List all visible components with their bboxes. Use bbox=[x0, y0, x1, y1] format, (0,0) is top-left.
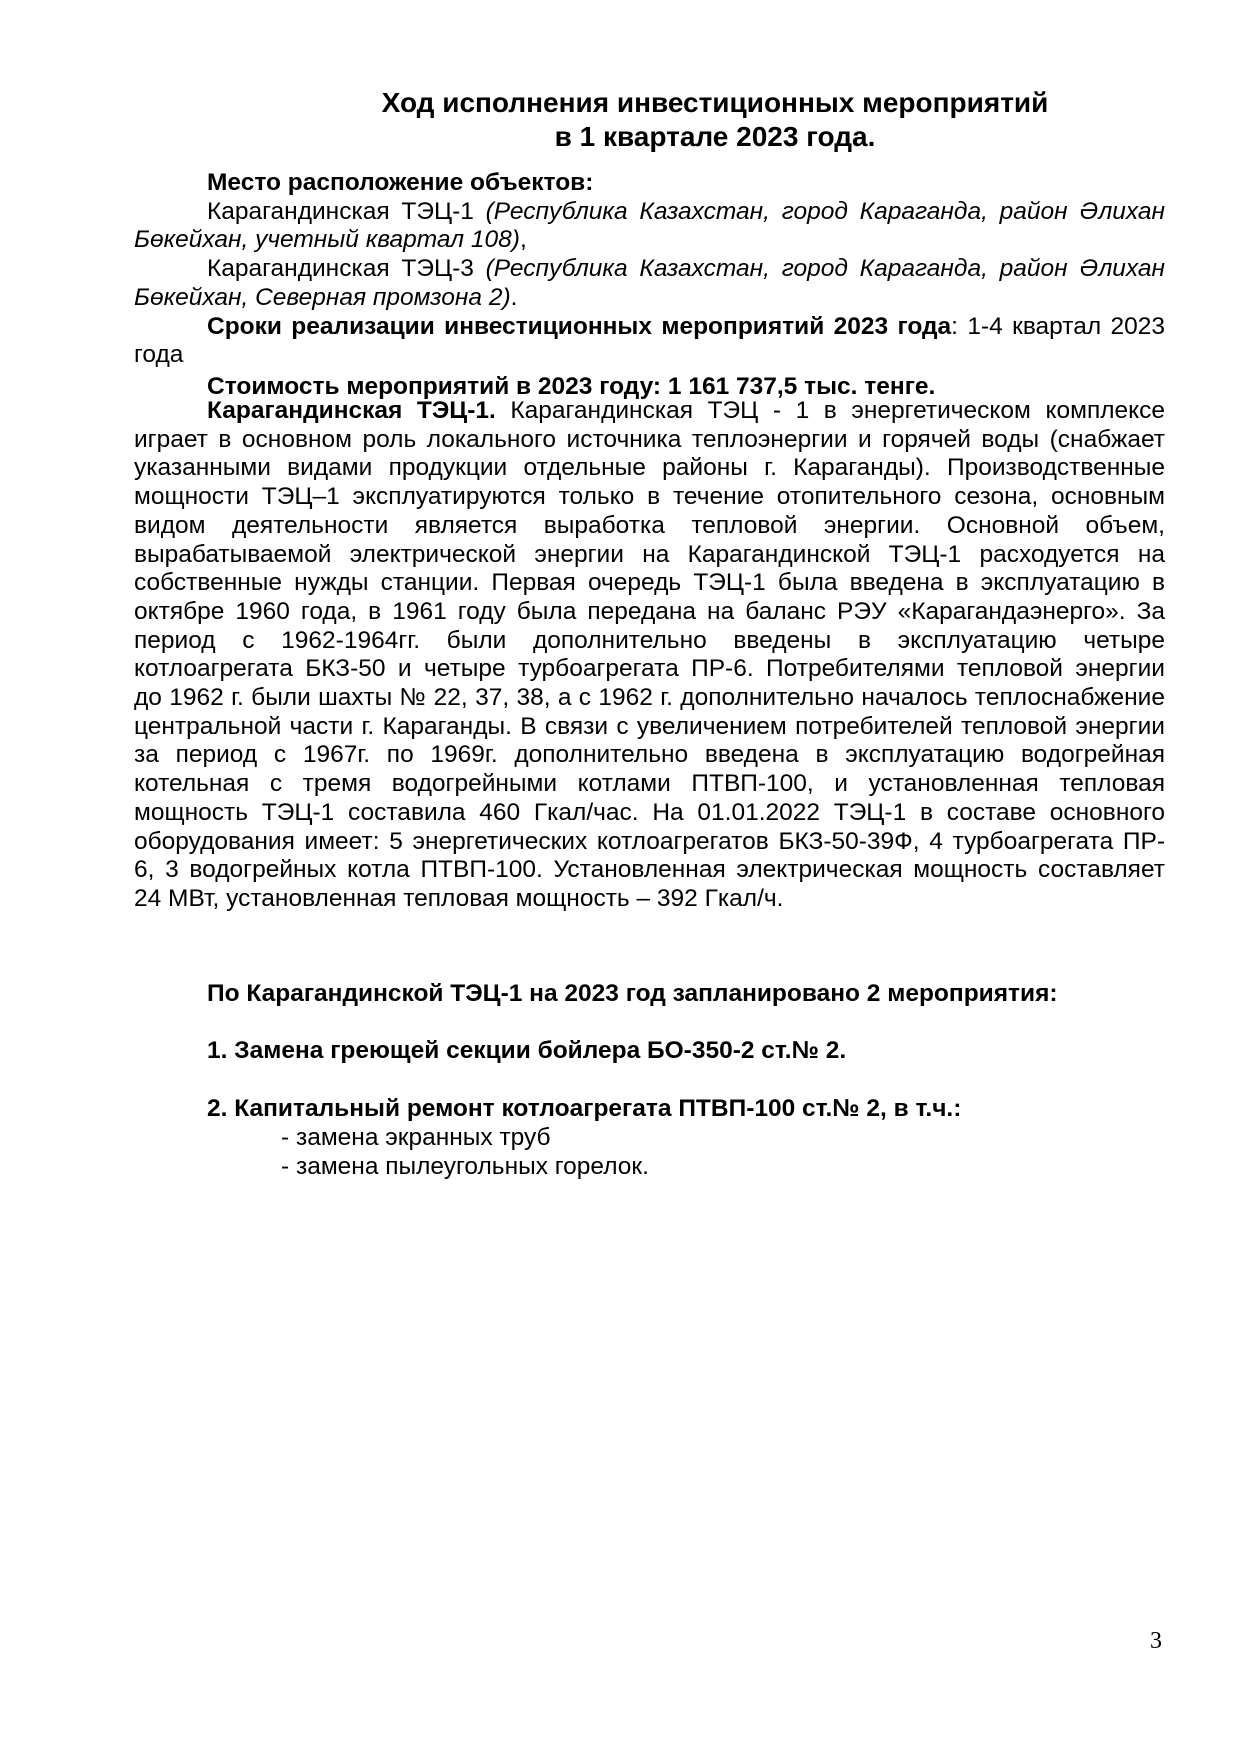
terms-value: : 1-4 квартал 2023 bbox=[951, 312, 1165, 340]
planned-item-2: 2. Капитальный ремонт котлоагрегата ПТВП-100 ст.№ 2, в т.ч.: bbox=[207, 1095, 962, 1122]
cost-line: Стоимость мероприятий в 2023 году: 1 161 737,5 тыс. тенге. bbox=[207, 372, 936, 400]
description-line: центральной части г. Караганды. В связи с увеличением потребителей тепловой энергии bbox=[134, 712, 1165, 740]
planned-heading-block bbox=[134, 980, 1165, 1009]
tec1-line-2 bbox=[134, 226, 1165, 255]
description-line: вырабатываемой электрической энергии на Карагандинской ТЭЦ-1 расходуется на bbox=[134, 540, 1165, 568]
terms-line-1 bbox=[134, 313, 1165, 342]
description-lead: Карагандинская ТЭЦ-1. bbox=[207, 397, 496, 424]
description-line: мощности ТЭЦ–1 эксплуатируются только в течение отопительного сезона, основным bbox=[134, 483, 1165, 511]
description-line: котельная с тремя водогрейными котлами ПТВП-100, и установленная тепловая bbox=[134, 770, 1165, 798]
tec3-line-1 bbox=[134, 255, 1165, 284]
location-section bbox=[134, 169, 1165, 402]
tec1-suffix: , bbox=[519, 226, 527, 254]
tec1-name: Карагандинская ТЭЦ-1 bbox=[207, 197, 486, 225]
tec3-address-line-2: Бөкейхан, Северная промзона 2) bbox=[134, 283, 511, 311]
description-line: играет в основном роль локального источника теплоэнергии и горячей воды (снабжает bbox=[134, 425, 1165, 453]
planned-heading: По Карагандинской ТЭЦ-1 на 2023 год запланировано 2 мероприятия: bbox=[207, 980, 1058, 1007]
title-line-1: Ход исполнения инвестиционных мероприятий bbox=[381, 87, 1049, 118]
terms-label: Сроки реализации инвестиционных мероприятий 2023 года bbox=[207, 312, 952, 340]
tec3-line-2 bbox=[134, 284, 1165, 313]
planned-item-1-block bbox=[134, 1037, 1165, 1066]
description-line: октябре 1960 года, в 1961 году была передана на баланс РЭУ «Карагандаэнерго». За bbox=[134, 597, 1165, 625]
terms-line-2: года bbox=[134, 341, 184, 369]
description-line: до 1962 г. были шахты № 22, 37, 38, а с 1962 г. дополнительно началось теплоснабжение bbox=[134, 684, 1165, 712]
description-line: период с 1962-1964гг. были дополнительно введены в эксплуатацию четыре bbox=[134, 626, 1165, 654]
location-heading: Место расположение объектов: bbox=[207, 169, 594, 196]
tec3-name: Карагандинская ТЭЦ-3 bbox=[207, 255, 486, 283]
tec1-address-line-2: Бөкейхан, учетный квартал 108) bbox=[134, 226, 520, 254]
description-paragraph bbox=[134, 397, 1165, 914]
document-title bbox=[300, 86, 1130, 154]
tec3-address-line-1: (Республика Казахстан, город Караганда, район Әлихан bbox=[485, 255, 1165, 283]
tec1-address-line-1: (Республика Казахстан, город Караганда, район Әлихан bbox=[485, 197, 1165, 225]
description-line: собственные нужды станции. Первая очередь ТЭЦ-1 была введена в эксплуатацию в bbox=[134, 569, 1165, 597]
description-line: котлоагрегата БКЗ-50 и четыре турбоагрегата ПР-6. Потребителями тепловой энергии bbox=[134, 655, 1165, 683]
description-line: 24 МВт, установленная тепловая мощность – 392 Гкал/ч. bbox=[134, 884, 784, 912]
title-line-2: в 1 квартале 2023 года. bbox=[554, 121, 876, 152]
description-line: мощность ТЭЦ-1 составила 460 Гкал/час. На 01.01.2022 ТЭЦ-1 в составе основного bbox=[134, 798, 1165, 826]
description-line: 6, 3 водогрейных котла ПТВП-100. Установленная электрическая мощность составляет bbox=[134, 856, 1165, 884]
description-line: оборудования имеет: 5 энергетических котлоагрегатов БКЗ-50-39Ф, 4 турбоагрегата ПР- bbox=[134, 827, 1165, 855]
planned-subitem: - замена пылеугольных горелок. bbox=[281, 1153, 649, 1180]
description-line: видом деятельности является выработка тепловой энергии. Основной объем, bbox=[134, 511, 1165, 539]
page-number: 3 bbox=[1150, 1628, 1162, 1654]
planned-item-2-block bbox=[134, 1095, 1165, 1124]
planned-subitem: - замена экранных труб bbox=[281, 1124, 551, 1151]
description-line: указанными видами продукции отдельные районы г. Караганды). Производственные bbox=[134, 454, 1165, 482]
tec3-suffix: . bbox=[510, 283, 518, 311]
description-line: за период с 1967г. по 1969г. дополнительно введена в эксплуатацию водогрейная bbox=[134, 741, 1165, 769]
tec1-line-1 bbox=[134, 198, 1165, 227]
planned-item-1: 1. Замена греющей секции бойлера БО-350-2 ст.№ 2. bbox=[207, 1037, 847, 1064]
description-line-1: Карагандинская ТЭЦ-1. Карагандинская ТЭЦ - 1 в энергетическом комплексе bbox=[207, 397, 1165, 424]
